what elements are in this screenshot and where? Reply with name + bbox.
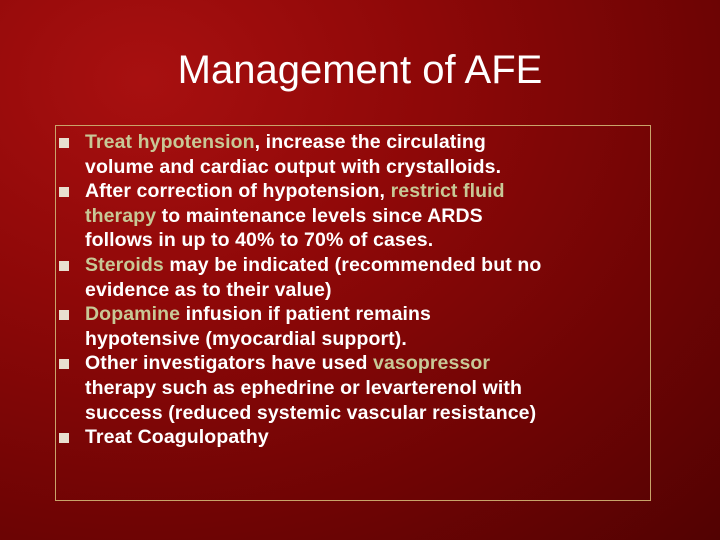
highlight-term: Dopamine <box>85 303 181 326</box>
bullet-line <box>85 302 652 327</box>
square-bullet-icon <box>59 359 69 369</box>
square-bullet-icon <box>59 187 69 197</box>
bullet-text: may be indicated (recommended but no <box>163 253 542 276</box>
bullet-line <box>85 204 652 229</box>
bullet-item-coagulopathy <box>56 425 652 450</box>
square-bullet-icon <box>59 138 69 148</box>
bullet-text: Other investigators have used <box>85 352 374 375</box>
slide-title: Management of AFE <box>177 48 543 92</box>
bullet-item-treat-hypotension <box>56 130 652 179</box>
bullet-line <box>85 179 652 204</box>
bullet-text: success (reduced systemic vascular resistance) <box>85 401 537 424</box>
highlight-term: Treat hypotension <box>85 131 255 153</box>
bullet-text: evidence as to their value) <box>85 278 332 301</box>
bullet-line <box>85 351 652 376</box>
square-bullet-icon <box>59 310 69 320</box>
bullet-line <box>85 130 652 155</box>
bullet-text: Treat Coagulopathy <box>85 426 269 449</box>
bullet-text: to maintenance levels since ARDS <box>156 204 483 227</box>
highlight-term: Steroids <box>85 253 164 276</box>
square-bullet-icon <box>59 261 69 271</box>
bullet-item-dopamine <box>56 302 652 351</box>
bullet-text: infusion if patient remains <box>180 303 431 326</box>
bullet-text: volume and cardiac output with crystalloids. <box>85 155 502 178</box>
bullet-text: , increase the circulating <box>254 131 486 153</box>
bullet-text: follows in up to 40% to 70% of cases. <box>85 229 434 252</box>
bullet-item-steroids <box>56 253 652 302</box>
highlight-term: restrict fluid <box>390 180 505 203</box>
content-box <box>55 125 651 501</box>
square-bullet-icon <box>59 433 69 443</box>
bullet-text: hypotensive (myocardial support). <box>85 327 407 350</box>
bullet-line <box>85 253 652 278</box>
highlight-term: vasopressor <box>373 352 491 375</box>
bullet-item-vasopressor <box>56 351 652 425</box>
bullet-list <box>56 130 652 450</box>
bullet-text: therapy such as ephedrine or levarterenol with <box>85 376 522 399</box>
highlight-term: therapy <box>85 204 157 227</box>
bullet-item-restrict-fluid <box>56 179 652 253</box>
bullet-text: After correction of hypotension, <box>85 180 391 203</box>
